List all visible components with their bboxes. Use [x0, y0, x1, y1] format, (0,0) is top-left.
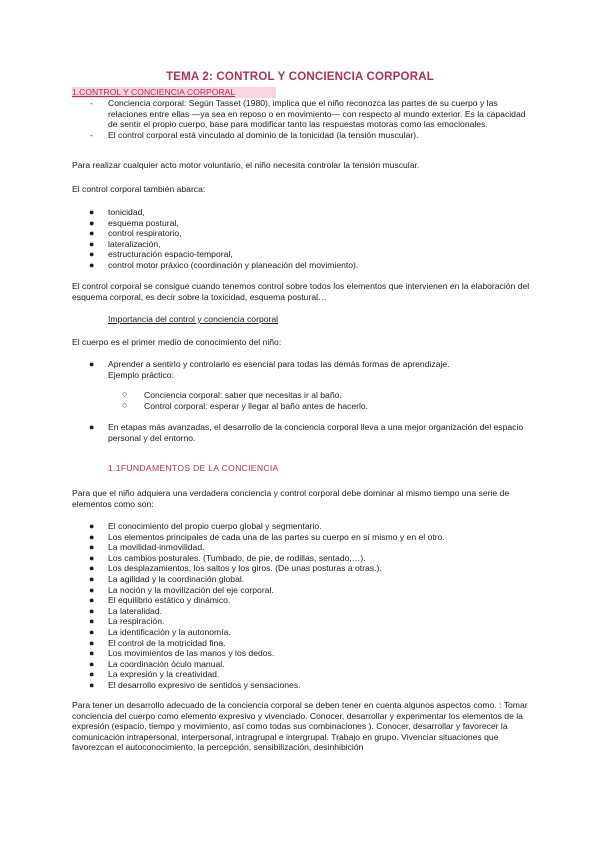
page-title: TEMA 2: CONTROL Y CONCIENCIA CORPORAL	[166, 71, 434, 83]
list-item: ● La noción y la movilización del eje corporal.	[89, 584, 274, 595]
dash-marker: -	[90, 98, 93, 108]
importancia-list	[72, 359, 534, 411]
list-item: ● La identificación y la autonomía.	[89, 626, 231, 637]
list-item: ● Los elementos principales de cada una de las partes su cuerpo en sí mismo y en el otro.	[89, 531, 445, 542]
bullet-icon: ●	[89, 595, 95, 606]
bullet-icon: ●	[89, 552, 95, 563]
circle-bullet-icon: ○	[122, 389, 128, 400]
list-item: ● Los cambios posturales. (Tumbado, de pie, de rodillas, sentado,…).	[89, 552, 366, 563]
circle-bullet-icon: ○	[122, 399, 128, 410]
bullet-icon: ●	[89, 605, 95, 616]
example-label: Ejemplo práctico:	[108, 369, 174, 380]
bullet-icon: ●	[89, 669, 95, 680]
list-item: ● tonicidad,	[89, 207, 145, 217]
bullet-icon: ●	[89, 573, 95, 584]
list-item-text: El control corporal está vinculado al dominio de la tonicidad (la tensión muscular).	[108, 129, 419, 140]
bullet-icon: ●	[89, 637, 95, 648]
subheading-importancia: Importancia del control y conciencia corporal	[108, 314, 279, 324]
paragraph-abarca: El control corporal también abarca:	[72, 184, 206, 194]
example-list	[108, 390, 534, 411]
paragraph-fundamentos: Para que el niño adquiera una verdadera conciencia y control corporal debe dominar al mismo tiempo una serie de elementos como son:	[72, 488, 510, 509]
list-item: ● La coordinación óculo manual.	[89, 658, 225, 669]
fundamentos-list	[72, 521, 534, 691]
bullet-icon: ●	[89, 228, 95, 239]
list-item: ● esquema postural,	[89, 217, 179, 228]
paragraph-final: Para tener un desarrollo adecuado de la conciencia corporal se deben tener en cuenta algunos aspectos como. : Tomar conciencia del cuerpo como elemento expresivo y vivenciado. Conocer, desarrollar y experimentar los elementos de la expresión (espacio, tiempo y movimiento, así como todas sus combinaciones ). Conocer, desarrollar y favorecer la comunicación intrapersonal, interpersonal, intragrupal e intergrupal. Trabajo en grupo. Vivenciar situaciones que favorezcan el autoconocimiento, la percepción, sensibilización, desinhibición	[72, 700, 528, 753]
section-heading-control: 1.CONTROL Y CONCIENCIA CORPORAL	[72, 87, 276, 98]
list-item: ● El control de la motricidad fina.	[89, 637, 226, 648]
list-item: ● El desarrollo expresivo de sentidos y sensaciones.	[89, 679, 301, 690]
bullet-icon: ●	[89, 259, 95, 270]
bullet-icon: ●	[89, 207, 95, 217]
list-item: ○ Conciencia corporal: saber que necesitas ir al baño.	[122, 389, 342, 401]
bullet-icon: ●	[89, 521, 95, 531]
bullet-icon: ●	[89, 422, 95, 432]
bullet-icon: ●	[89, 563, 95, 574]
list-item	[72, 130, 532, 141]
list-item: ● estructuración espacio-temporal,	[89, 249, 233, 260]
list-item: ● La respiración.	[89, 616, 165, 627]
bullet-icon: ●	[89, 238, 95, 249]
bullet-icon: ●	[89, 359, 95, 369]
list-item: ● lateralización,	[89, 238, 161, 249]
list-item-text: Conciencia corporal: Según Tasset (1980), implica que el niño reconozca las partes de su cuerpo y las relaciones entre ellas —ya sea en reposo o en movimiento— con respecto al mundo exterior. Es la capacidad de sentir el propio cuerpo, base para modificar tanto las respuestas motoras como las emocionales.	[108, 98, 526, 130]
bullet-icon: ●	[89, 584, 95, 595]
list-item	[72, 98, 532, 130]
list-item: ● La movilidad-inmovilidad.	[89, 542, 205, 553]
list-item: ● El conocimiento del propio cuerpo global y segmentario.	[89, 521, 322, 531]
list-item: ● En etapas más avanzadas, el desarrollo de la conciencia corporal lleva a una mejor organización del espacio personal y del entorno.	[89, 422, 524, 443]
bullet-icon: ●	[89, 249, 95, 260]
section-heading-fundamentos: 1.1FUNDAMENTOS DE LA CONCIENCIA	[108, 463, 279, 473]
list-item: ● La expresión y la creatividad.	[89, 669, 220, 680]
paragraph-consigue: El control corporal se consigue cuando tenemos control sobre todos los elementos que intervienen en la elaboración del esquema corporal, es decir sobre la toxicidad, esquema postural…	[72, 281, 530, 302]
list-item: ● Los desplazamientos, los saltos y los giros. (De unas posturas a otras.).	[89, 563, 382, 574]
bullet-icon: ●	[89, 542, 95, 553]
list-item: ● La lateralidad.	[89, 605, 162, 616]
list-item: ● control motor práxico (coordinación y planeación del movimiento).	[89, 259, 359, 270]
dash-marker: -	[90, 129, 93, 140]
list-item: ○ Control corporal: esperar y llegar al baño antes de hacerlo.	[122, 399, 369, 411]
list-item: ● control respiratorio,	[89, 228, 182, 239]
importancia-list-2	[72, 422, 534, 443]
bullet-icon: ●	[89, 217, 95, 228]
bullet-icon: ●	[89, 648, 95, 659]
definition-list	[72, 98, 532, 140]
abarca-list	[72, 207, 534, 271]
paragraph-cuerpo: El cuerpo es el primer medio de conocimiento del niño:	[72, 337, 282, 347]
list-item: ● El equilibrio estático y dinámico.	[89, 595, 231, 606]
bullet-icon: ●	[89, 626, 95, 637]
bullet-icon: ●	[89, 658, 95, 669]
bullet-icon: ●	[89, 679, 95, 690]
bullet-icon: ●	[89, 616, 95, 627]
list-item: ● Aprender a sentirlo y controlarlo es esencial para todas las demás formas de aprendizaje. Ejemplo práctico: ○ Conciencia corporal: saber que necesitas ir al baño. ○ Control corporal: esperar y llegar al baño antes de hacerlo.	[72, 359, 534, 411]
paragraph-motor: Para realizar cualquier acto motor voluntario, el niño necesita controlar la tensión muscular.	[72, 160, 420, 170]
bullet-icon: ●	[89, 531, 95, 542]
list-item: ● La agilidad y la coordinación global.	[89, 573, 245, 584]
list-item: ● Los movimientos de las manos y los dedos.	[89, 648, 275, 659]
